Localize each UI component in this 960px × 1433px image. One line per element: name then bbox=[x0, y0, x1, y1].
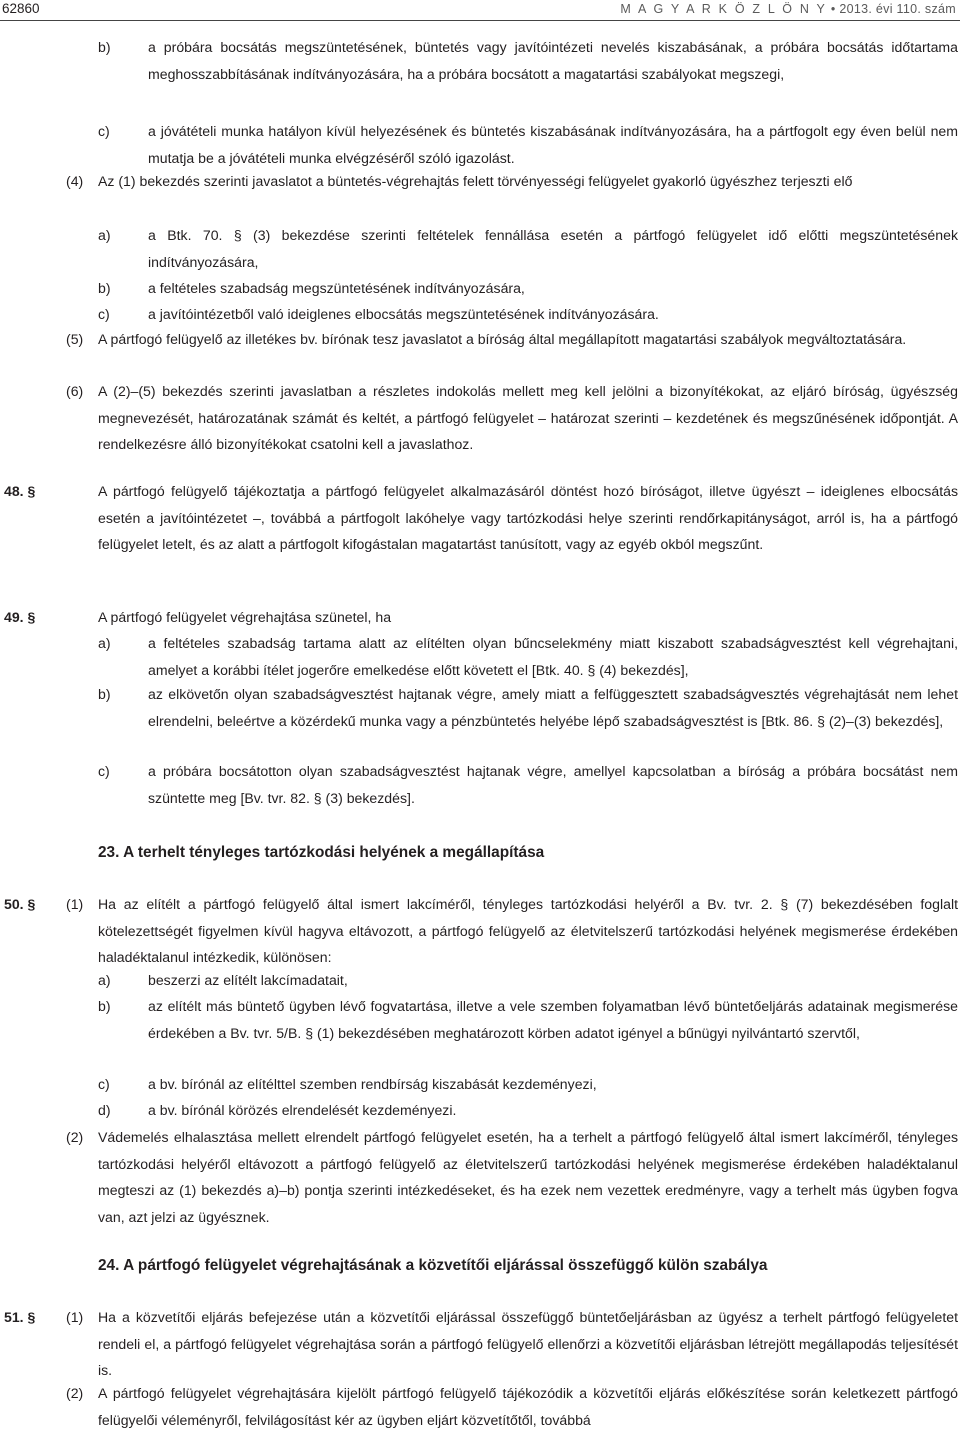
header-rule bbox=[0, 20, 960, 21]
item-marker: a) bbox=[98, 972, 111, 988]
item-text: a feltételes szabadság megszüntetésének indítványozására, bbox=[148, 280, 525, 296]
paragraph-text: Az (1) bekezdés szerinti javaslatot a büntetés-végrehajtás felett törvényességi felügyelet gyakorló ügyészhez terjeszti elő bbox=[98, 173, 853, 189]
heading-23: 23. A terhelt tényleges tartózkodási helyének a megállapítása bbox=[98, 844, 545, 861]
paragraph-number: (6) bbox=[66, 383, 84, 399]
header-separator: • bbox=[830, 2, 836, 16]
paragraph-text: Vádemelés elhalasztása mellett elrendelt pártfogó felügyelet esetén, ha a terhelt a pártfogó felügyelő által ismert lakcíméről, tényleges tartózkodási helyéről eltávozott a pártfogó felügyelő az életvitelszerű tartózkodási helyének megismerése érdekében haladéktalanul megteszi az (1) bekezdés a)–b) pontja szerinti intézkedéseket, és ha ezek nem vezettek eredményre, vagy a terhelt más ügyben fogva van, azt jelzi az ügyésznek. bbox=[98, 1129, 958, 1225]
paragraph-text: A pártfogó felügyelet végrehajtására kijelölt pártfogó felügyelő tájékozódik a közvetítői eljárás előkészítése során keletkezett pártfogó felügyelői véleményről, felvilágosítást kér az ügyben eljárt közvetítőtől, továbbá bbox=[98, 1385, 958, 1428]
paragraph-number: (5) bbox=[66, 331, 84, 347]
item-text: a feltételes szabadság tartama alatt az elítélten olyan bűncselekmény miatt kiszabott szabadságvesztést kell végrehajtani, amelyet a korábbi ítélet jogerőre emelkedése előtt követett el [Btk. 40. § (4) bekezdés], bbox=[148, 635, 958, 678]
page-header bbox=[0, 0, 960, 22]
heading-24: 24. A pártfogó felügyelet végrehajtásának a közvetítői eljárással összefüggő külön szabálya bbox=[98, 1257, 768, 1274]
paragraph-text: Ha a közvetítői eljárás befejezése után a közvetítői eljárással összefüggő büntetőeljárásban az ügyész a terhelt pártfogó felügyeletet rendeli el, a pártfogó felügyelet végrehajtása során a pártfogó felügyelő ellenőrzi a közvetítői eljárásban létrejött megállapodás teljesítését is. bbox=[98, 1309, 958, 1378]
item-text: a Btk. 70. § (3) bekezdése szerinti feltételek fennállása esetén a pártfogó felügyelet idő előtti megszüntetésének indítványozására, bbox=[148, 227, 958, 270]
item-marker: a) bbox=[98, 227, 111, 243]
item-marker: c) bbox=[98, 306, 110, 322]
journal-title: M A G Y A R K Ö Z L Ö N Y bbox=[620, 2, 828, 16]
item-text: a javítóintézetből való ideiglenes elbocsátás megszüntetésének indítványozására. bbox=[148, 306, 659, 322]
item-text: a próbára bocsátás megszüntetésének, büntetés vagy javítóintézeti nevelés kiszabásának, a próbára bocsátás időtartama meghosszabbításának indítványozására, ha a próbára bocsátott a magatartási szabályokat megszegi, bbox=[148, 39, 958, 82]
section-number: 49. § bbox=[4, 609, 36, 625]
item-marker: b) bbox=[98, 39, 111, 55]
section-text: A pártfogó felügyelő tájékoztatja a pártfogó felügyelet alkalmazásáról döntést hozó bíróságot, illetve ügyészt – ideiglenes elbocsátás esetén a javítóintézetet –, továbbá a pártfogolt lakóhelye vagy tartózkodási helye szerinti rendőrkapitányságot, arról is, ha a pártfogó felügyelet letelt, és az alatt a pártfogolt kifogástalan magatartást tanúsított, vagy az egyéb okból megszűnt. bbox=[98, 483, 958, 552]
item-marker: b) bbox=[98, 280, 111, 296]
item-marker: b) bbox=[98, 686, 111, 702]
item-marker: c) bbox=[98, 123, 110, 139]
paragraph-number: (4) bbox=[66, 173, 84, 189]
paragraph-text: A pártfogó felügyelő az illetékes bv. bírónak tesz javaslatot a bíróság által megállapított magatartási szabályok megváltoztatására. bbox=[98, 331, 907, 347]
item-text: a próbára bocsátotton olyan szabadságvesztést hajtanak végre, amellyel kapcsolatban a bíróság a próbára bocsátást nem szüntette meg [Bv. tvr. 82. § (3) bekezdés]. bbox=[148, 763, 958, 806]
item-marker: c) bbox=[98, 763, 110, 779]
section-text: A pártfogó felügyelet végrehajtása szünetel, ha bbox=[98, 609, 392, 625]
paragraph-number: (2) bbox=[66, 1385, 84, 1401]
item-text: az elítélt más büntető ügyben lévő fogvatartása, illetve a vele szemben folyamatban lévő büntetőeljárás adatainak megismerése érdekében a Bv. tvr. 5/B. § (1) bekezdésében meghatározott körben adatot igényel a bűnügyi nyilvántartó szervtől, bbox=[148, 998, 958, 1041]
item-marker: c) bbox=[98, 1076, 110, 1092]
item-text: beszerzi az elítélt lakcímadatait, bbox=[148, 972, 348, 988]
item-text: a bv. bírónál az elítélttel szemben rendbírság kiszabását kezdeményezi, bbox=[148, 1076, 597, 1092]
item-text: a jóvátételi munka hatályon kívül helyezésének és büntetés kiszabásának indítványozására, ha a pártfogolt egy éven belül nem mutatja be a jóvátételi munka elvégzéséről szóló igazolást. bbox=[148, 123, 958, 166]
section-number: 50. § bbox=[4, 896, 36, 912]
section-number: 51. § bbox=[4, 1309, 36, 1325]
page-number: 62860 bbox=[2, 1, 40, 16]
item-marker: b) bbox=[98, 998, 111, 1014]
paragraph-text: Ha az elítélt a pártfogó felügyelő által ismert lakcíméről, tényleges tartózkodási helyéről a Bv. tvr. 2. § (7) bekezdésében foglalt kötelezettségét figyelmen kívül hagyva eltávozott, a pártfogó felügyelő az életvitelszerű tartózkodási helyének megismerése érdekében haladéktalanul intézkedik, különösen: bbox=[98, 896, 958, 965]
paragraph-number: (2) bbox=[66, 1129, 84, 1145]
item-marker: d) bbox=[98, 1102, 111, 1118]
paragraph-text: A (2)–(5) bekezdés szerinti javaslatban a részletes indokolás mellett meg kell jelölni a bizonyítékokat, az eljáró bíróság, ügyészség megnevezését, határozatának számát és keltét, a pártfogó felügyelet – határozat szerinti – kezdetének és megszűnésének időpontját. A rendelkezésre álló bizonyítékokat csatolni kell a javaslathoz. bbox=[98, 383, 958, 452]
item-text: az elkövetőn olyan szabadságvesztést hajtanak végre, amely miatt a felfüggesztett szabadságvesztés végrehajtását nem lehet elrendelni, beleértve a közérdekű munka vagy a pénzbüntetés helyébe lépő szabadságvesztést is [Btk. 86. § (2)–(3) bekezdés], bbox=[148, 686, 958, 729]
section-number: 48. § bbox=[4, 483, 36, 499]
journal-info bbox=[620, 2, 956, 16]
paragraph-number: (1) bbox=[66, 1309, 84, 1325]
item-marker: a) bbox=[98, 635, 111, 651]
issue-label: 2013. évi 110. szám bbox=[839, 2, 956, 16]
item-text: a bv. bírónál körözés elrendelését kezdeményezi. bbox=[148, 1102, 457, 1118]
paragraph-number: (1) bbox=[66, 896, 84, 912]
